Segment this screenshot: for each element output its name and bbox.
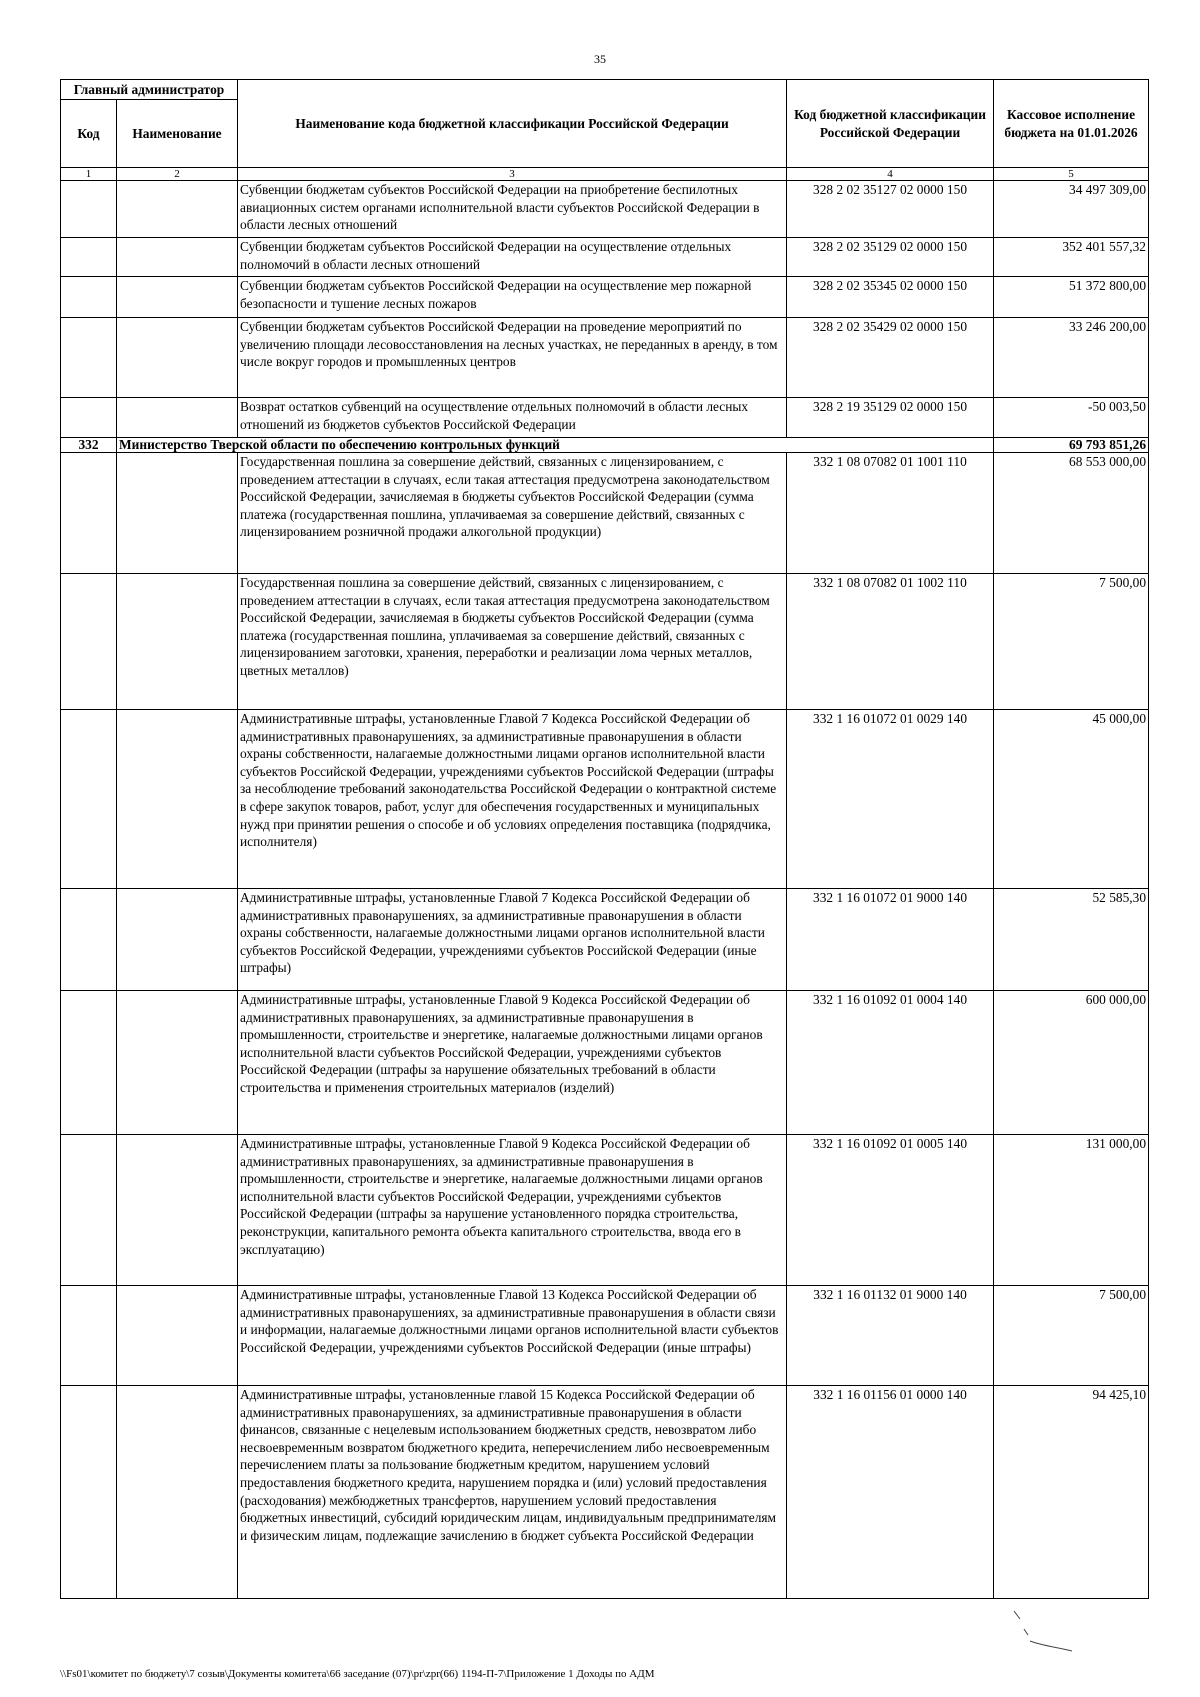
admin-name-header: Наименование <box>117 100 238 168</box>
row-budget-code: 332 1 16 01072 01 9000 140 <box>787 889 994 991</box>
row-budget-code: 332 1 16 01072 01 0029 140 <box>787 710 994 889</box>
table-row <box>61 1386 1149 1599</box>
row-budget-code: 328 2 02 35429 02 0000 150 <box>787 318 994 398</box>
row-description: Административные штрафы, установленные Главой 13 Кодекса Российской Федерации об административных правонарушениях, за административные правонарушения в области связи и информации, налагаемые должностными лицами органов исполнительной власти субъектов Российской Федерации, учреждениями субъектов Российской Федерации (иные штрафы) <box>238 1286 787 1386</box>
budget-code-header: Код бюджетной классификации Российской Федерации <box>787 80 994 168</box>
admin-code-header: Код <box>61 100 117 168</box>
row-budget-code: 332 1 16 01132 01 9000 140 <box>787 1286 994 1386</box>
row-description: Субвенции бюджетам субъектов Российской Федерации на проведение мероприятий по увеличению площади лесовосстановления на лесных участках, не переданных в аренду, в том числе вокруг городов и промышленных центров <box>238 318 787 398</box>
table-row <box>61 991 1149 1135</box>
row-amount: 7 500,00 <box>994 574 1149 710</box>
column-number: 3 <box>238 168 787 181</box>
main-admin-header: Главный администратор <box>61 80 238 100</box>
classification-name-header: Наименование кода бюджетной классификации Российской Федерации <box>238 80 787 168</box>
row-description: Государственная пошлина за совершение действий, связанных с лицензированием, с проведением аттестации в случаях, если такая аттестация предусмотрена законодательством Российской Федерации, зачисляемая в бюджеты субъектов Российской Федерации (сумма платежа (государственная пошлина, уплачиваемая за совершение действий, связанных с лицензированием розничной продажи алкогольной продукции) <box>238 453 787 574</box>
table-row <box>61 277 1149 318</box>
row-description: Государственная пошлина за совершение действий, связанных с лицензированием, с проведением аттестации в случаях, если такая аттестация предусмотрена законодательством Российской Федерации, зачисляемая в бюджеты субъектов Российской Федерации (сумма платежа (государственная пошлина, уплачиваемая за совершение действий, связанных с лицензированием заготовки, хранения, переработки и реализации лома черных металлов, цветных металлов) <box>238 574 787 710</box>
column-number: 1 <box>61 168 117 181</box>
row-amount: 52 585,30 <box>994 889 1149 991</box>
row-description: Субвенции бюджетам субъектов Российской Федерации на приобретение беспилотных авиационных систем органами исполнительной власти субъектов Российской Федерации в области лесных отношений <box>238 181 787 238</box>
row-amount: -50 003,50 <box>994 398 1149 438</box>
row-description: Административные штрафы, установленные Главой 7 Кодекса Российской Федерации об административных правонарушениях, за административные правонарушения в области охраны собственности, налагаемые должностными лицами органов исполнительной власти субъектов Российской Федерации, учреждениями субъектов Российской Федерации (иные штрафы) <box>238 889 787 991</box>
row-amount: 33 246 200,00 <box>994 318 1149 398</box>
budget-revenue-table <box>60 79 1149 1599</box>
row-budget-code: 332 1 08 07082 01 1001 110 <box>787 453 994 574</box>
row-budget-code: 332 1 16 01156 01 0000 140 <box>787 1386 994 1599</box>
table-row <box>61 181 1149 238</box>
row-amount: 34 497 309,00 <box>994 181 1149 238</box>
column-number: 5 <box>994 168 1149 181</box>
footer-file-path: \\Fs01\комитет по бюджету\7 созыв\Документы комитета\66 заседание (07)\pr\zpr(66) 1194-П-7\Приложение 1 Доходы по АДМ <box>60 1668 655 1680</box>
row-budget-code: 332 1 16 01092 01 0005 140 <box>787 1135 994 1286</box>
page-number: 35 <box>594 52 606 66</box>
row-description: Возврат остатков субвенций на осуществление отдельных полномочий в области лесных отношений из бюджетов субъектов Российской Федерации <box>238 398 787 438</box>
row-amount: 45 000,00 <box>994 710 1149 889</box>
column-number: 4 <box>787 168 994 181</box>
row-budget-code: 328 2 02 35127 02 0000 150 <box>787 181 994 238</box>
row-description: Административные штрафы, установленные Главой 9 Кодекса Российской Федерации об административных правонарушениях, за административные правонарушения в промышленности, строительстве и энергетике, налагаемые должностными лицами органов исполнительной власти субъектов Российской Федерации, учреждениями субъектов Российской Федерации (штрафы за нарушение обязательных требований в области строительства и применения строительных материалов (изделий) <box>238 991 787 1135</box>
admin-name: Министерство Тверской области по обеспечению контрольных функций <box>117 438 994 453</box>
row-description: Административные штрафы, установленные главой 15 Кодекса Российской Федерации об административных правонарушениях, за административные правонарушения в области финансов, связанные с нецелевым использованием бюджетных средств, невозвратом либо несвоевременным возвратом бюджетного кредита, неперечислением либо несвоевременным перечислением платы за пользование бюджетным кредитом, нарушением условий предоставления бюджетного кредита, нарушением порядка и (или) условий предоставления (расходования) межбюджетных трансфертов, нарушением условий предоставления бюджетных инвестиций, субсидий юридическим лицам, индивидуальным предпринимателям и физическим лицам, подлежащие зачислению в бюджет субъекта Российской Федерации <box>238 1386 787 1599</box>
row-budget-code: 328 2 02 35129 02 0000 150 <box>787 238 994 277</box>
row-budget-code: 328 2 19 35129 02 0000 150 <box>787 398 994 438</box>
execution-header: Кассовое исполнение бюджета на 01.01.2026 <box>994 80 1149 168</box>
admin-total: 69 793 851,26 <box>994 438 1149 453</box>
table-row <box>61 318 1149 398</box>
table-row <box>61 889 1149 991</box>
row-amount: 94 425,10 <box>994 1386 1149 1599</box>
table-row <box>61 453 1149 574</box>
table-row <box>61 238 1149 277</box>
row-amount: 7 500,00 <box>994 1286 1149 1386</box>
row-amount: 131 000,00 <box>994 1135 1149 1286</box>
table-row <box>61 398 1149 438</box>
row-budget-code: 332 1 08 07082 01 1002 110 <box>787 574 994 710</box>
row-amount: 68 553 000,00 <box>994 453 1149 574</box>
row-amount: 51 372 800,00 <box>994 277 1149 318</box>
row-description: Административные штрафы, установленные Главой 7 Кодекса Российской Федерации об административных правонарушениях, за административные правонарушения в области охраны собственности, налагаемые должностными лицами органов исполнительной власти субъектов Российской Федерации, учреждениями субъектов Российской Федерации (штрафы за несоблюдение требований законодательства Российской Федерации о контрактной системе в сфере закупок товаров, работ, услуг для обеспечения государственных и муниципальных нужд при принятии решения о способе и об условиях определения поставщика (подрядчика, исполнителя) <box>238 710 787 889</box>
row-description: Административные штрафы, установленные Главой 9 Кодекса Российской Федерации об административных правонарушениях, за административные правонарушения в промышленности, строительстве и энергетике, налагаемые должностными лицами органов исполнительной власти субъектов Российской Федерации, учреждениями субъектов Российской Федерации (штрафы за нарушение установленного порядка строительства, реконструкции, капитального ремонта объекта капитального строительства, ввода его в эксплуатацию) <box>238 1135 787 1286</box>
table-row <box>61 1135 1149 1286</box>
row-amount: 352 401 557,32 <box>994 238 1149 277</box>
column-number-row <box>61 168 1149 181</box>
row-budget-code: 328 2 02 35345 02 0000 150 <box>787 277 994 318</box>
table-row <box>61 1286 1149 1386</box>
handwritten-mark <box>1010 1605 1080 1655</box>
admin-code: 332 <box>61 438 117 453</box>
column-number: 2 <box>117 168 238 181</box>
row-description: Субвенции бюджетам субъектов Российской Федерации на осуществление мер пожарной безопасности и тушение лесных пожаров <box>238 277 787 318</box>
row-amount: 600 000,00 <box>994 991 1149 1135</box>
table-row <box>61 710 1149 889</box>
row-description: Субвенции бюджетам субъектов Российской Федерации на осуществление отдельных полномочий в области лесных отношений <box>238 238 787 277</box>
row-budget-code: 332 1 16 01092 01 0004 140 <box>787 991 994 1135</box>
table-row <box>61 574 1149 710</box>
admin-row <box>61 438 1149 453</box>
